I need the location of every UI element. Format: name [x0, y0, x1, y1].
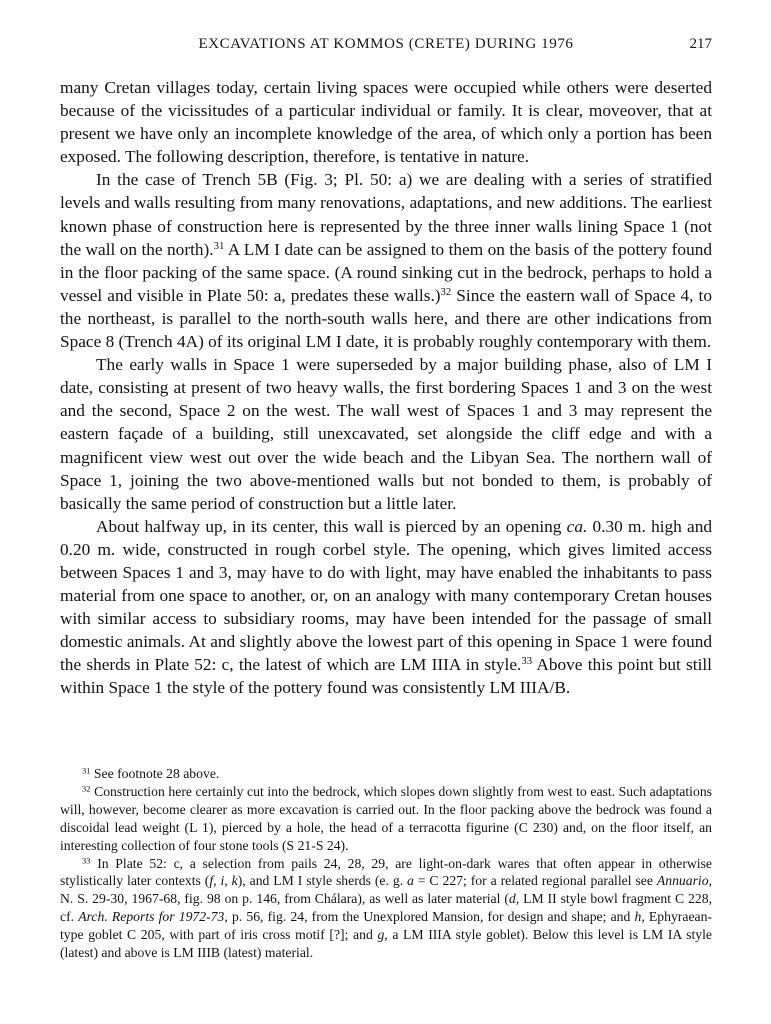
paragraph-text: many Cretan villages today, certain living spaces were occupied while others were deserted because of the vicissitudes of a particular individual or family. It is clear, moveover, that at present we have only an incomplete knowledge of the area, of which only a portion has been exposed. The following description, therefore, is tentative in nature.: [60, 78, 712, 167]
paragraph-text: About halfway up, in its center, this wall is pierced by an opening: [96, 516, 567, 536]
footnote-text: Construction here certainly cut into the bedrock, which slopes down slightly from west to east. Such adaptations will, however, become clearer as more excavation is carried out. In the floor packing above the bedrock was found a discoidal lead weight (L 1), pierced by a hole, the head of a terracotta figurine (C 230) and, on the floor itself, an interesting collection of four stone tools (S 21-S 24).: [60, 783, 712, 853]
italic-text: d,: [508, 891, 520, 907]
italic-text: g,: [377, 927, 388, 943]
paragraph-text: 0.30 m. high and 0.20 m. wide, constructed in rough corbel style. The opening, which gives limited access between Spaces 1 and 3, may have to do with light, may have enabled the inhabitants to pass material from one space to another, or, on an analogy with many contemporary Cretan houses with similar access to subsidiary rooms, may have been intended for the passage of small domestic animals. At and slightly above the lowest part of this opening in Space 1 were found the sherds in Plate 52: c, the latest of which are LM IIIA in style.: [60, 516, 712, 675]
journal-title: Arch. Reports for 1972-73,: [78, 909, 228, 925]
footnote-text: Ephyraean-type goblet C 205, with part of iris cross motif [?]; and: [60, 909, 712, 943]
footnote-text: = C 227; for a related regional parallel see: [413, 873, 657, 889]
footnote-text: a LM IIIA style goblet). Below this level is LM IA style (latest) and above is LM IIIB (latest) material.: [60, 927, 712, 961]
italic-text: a: [407, 873, 414, 889]
footnote: [60, 783, 712, 855]
footnote-text: LM II style bowl fragment C 228, cf.: [60, 891, 712, 925]
footnote-number: 32: [82, 783, 91, 794]
page-header: [60, 36, 712, 58]
running-head: EXCAVATIONS AT KOMMOS (CRETE) DURING 1976: [198, 36, 574, 52]
paragraph-text: A LM I date can be assigned to them on the basis of the pottery found in the floor packing of the same space. (A round sinking cut in the bedrock, perhaps to hold a vessel and visible in Plate 50: a, predates these walls.): [60, 239, 712, 305]
italic-text: f, i, k: [209, 873, 238, 889]
footnote-text: p. 56, fig. 24, from the Unexplored Mansion, for design and shape; and: [227, 909, 635, 925]
journal-title: Annuario,: [656, 873, 712, 889]
footnote-ref: 32: [440, 285, 452, 298]
footnote-number: 31: [82, 765, 91, 776]
paragraph: [60, 76, 712, 168]
footnote-ref: 31: [213, 239, 225, 252]
italic-text: ca.: [566, 516, 588, 536]
footnotes: [60, 765, 712, 962]
footnote-text: N. S. 29-30, 1967-68, fig. 98 on p. 146, from Chálara), as well as later material (: [60, 891, 509, 907]
paragraph-text: In the case of Trench 5B (Fig. 3; Pl. 50: a) we are dealing with a series of stratified levels and walls resulting from many renovations, adaptations, and new additions. The earliest known phase of construction here is represented by the three inner walls lining Space 1 (not the wall on the north).: [60, 170, 712, 259]
paragraph-text: Above this point but still within Space 1 the style of the pottery found was consistently LM IIIA/B.: [60, 655, 712, 698]
footnote-ref: 33: [521, 655, 533, 668]
footnote-text: ), and LM I style sherds (e. g.: [237, 873, 408, 889]
body-text: [60, 76, 712, 700]
footnote-text: In Plate 52: c, a selection from pails 24, 28, 29, are light-on-dark wares that often appear in otherwise stylistically later contexts (: [60, 855, 712, 889]
paragraph: [60, 168, 712, 353]
paragraph-text: Since the eastern wall of Space 4, to the northeast, is parallel to the north-south walls here, and there are other indications from Space 8 (Trench 4A) of its original LM I date, it is probably roughly contemporary with them.: [60, 285, 712, 352]
paragraph: [60, 353, 712, 515]
italic-text: h,: [634, 909, 645, 925]
footnote: [60, 765, 712, 783]
page-number: 217: [689, 36, 712, 52]
paragraph-text: The early walls in Space 1 were superseded by a major building phase, also of LM I date, consisting at present of two heavy walls, the first bordering Spaces 1 and 3 on the west and the second, Space 2 on the west. The wall west of Spaces 1 and 3 may represent the eastern façade of a building, still unexcavated, set alongside the cliff edge and with a magnificent view west out over the wide beach and the Libyan Sea. The northern wall of Space 1, joining the two above-mentioned walls but not bonded to them, is probably of basically the same period of construction but a little later.: [60, 355, 712, 513]
footnote-text: See footnote 28 above.: [90, 766, 220, 781]
paragraph: [60, 515, 712, 700]
footnote: [60, 855, 712, 962]
footnote-number: 33: [82, 854, 91, 865]
